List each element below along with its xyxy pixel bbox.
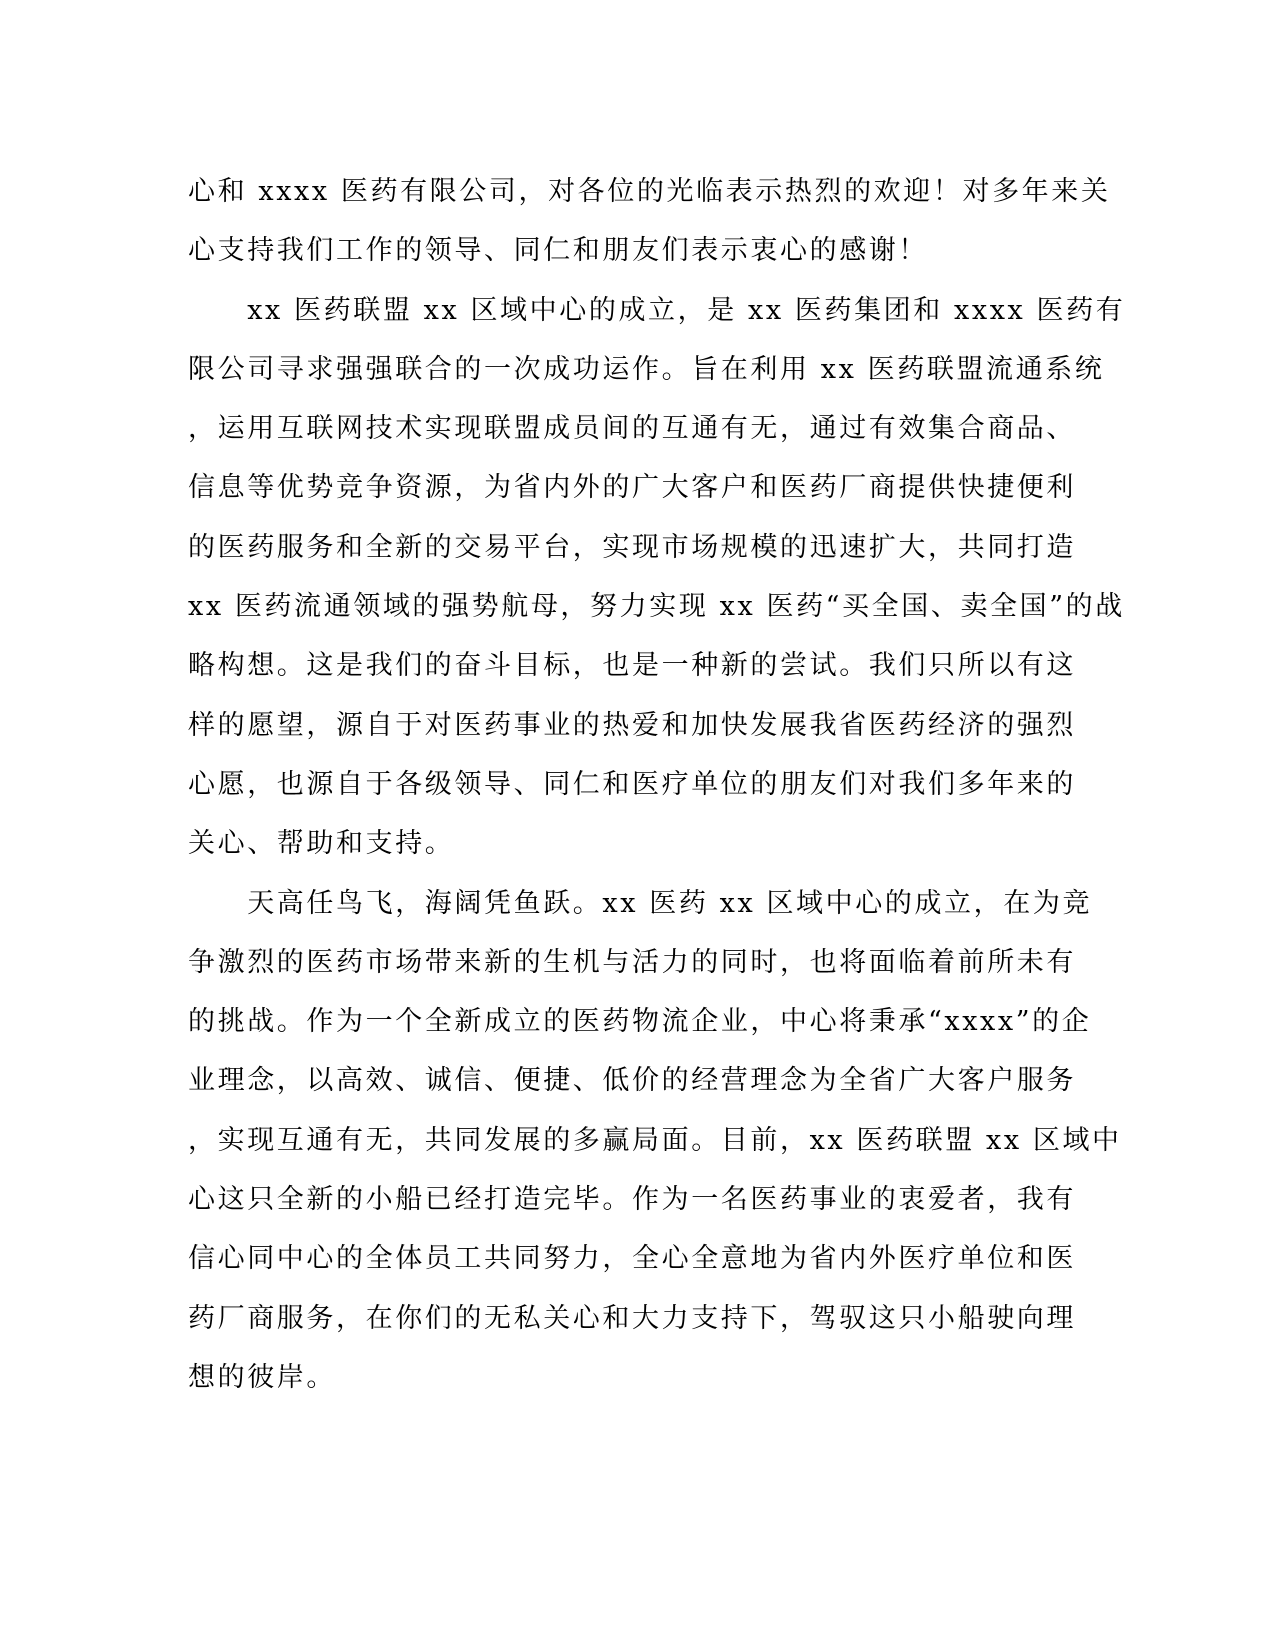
- text-line: 略构想。这是我们的奋斗目标，也是一种新的尝试。我们只所以有这: [188, 650, 1076, 682]
- text-line: 天高任鸟飞，海阔凭鱼跃。xx 医药 xx 区域中心的成立，在为竞: [188, 887, 1093, 919]
- text-line: 想的彼岸。: [188, 1361, 336, 1393]
- text-line: 限公司寻求强强联合的一次成功运作。旨在利用 xx 医药联盟流通系统: [188, 353, 1105, 385]
- text-line: 信息等优势竞争资源，为省内外的广大客户和医药厂商提供快捷便利: [188, 472, 1076, 504]
- text-line: 样的愿望，源自于对医药事业的热爱和加快发展我省医药经济的强烈: [188, 709, 1076, 741]
- text-line: 业理念，以高效、诚信、便捷、低价的经营理念为全省广大客户服务: [188, 1065, 1076, 1097]
- text-line: ，运用互联网技术实现联盟成员间的互通有无，通过有效集合商品、: [188, 413, 1076, 445]
- text-line: 药厂商服务，在你们的无私关心和大力支持下，驾驭这只小船驶向理: [188, 1302, 1076, 1334]
- text-line: 心和 xxxx 医药有限公司，对各位的光临表示热烈的欢迎！对多年来关: [188, 176, 1111, 207]
- text-line: 心愿，也源自于各级领导、同仁和医疗单位的朋友们对我们多年来的: [188, 768, 1076, 800]
- text-line: 争激烈的医药市场带来新的生机与活力的同时，也将面临着前所未有: [188, 946, 1076, 978]
- text-line: ，实现互通有无，共同发展的多赢局面。目前，xx 医药联盟 xx 区域中: [188, 1124, 1122, 1156]
- text-line: 心支持我们工作的领导、同仁和朋友们表示衷心的感谢！: [188, 235, 928, 267]
- text-line: 的医药服务和全新的交易平台，实现市场规模的迅速扩大，共同打造: [188, 531, 1076, 563]
- text-line: 关心、帮助和支持。: [188, 828, 455, 860]
- text-line: 信心同中心的全体员工共同努力，全心全意地为省内外医疗单位和医: [188, 1243, 1076, 1275]
- text-line: xx 医药流通领域的强势航母，努力实现 xx 医药“买全国、卖全国”的战: [188, 591, 1125, 623]
- text-line: 的挑战。作为一个全新成立的医药物流企业，中心将秉承“xxxx”的企: [188, 1006, 1092, 1038]
- text-line: 心这只全新的小船已经打造完毕。作为一名医药事业的衷爱者，我有: [188, 1184, 1076, 1216]
- text-line: xx 医药联盟 xx 区域中心的成立，是 xx 医药集团和 xxxx 医药有: [188, 294, 1126, 326]
- document-body: [188, 162, 1126, 1407]
